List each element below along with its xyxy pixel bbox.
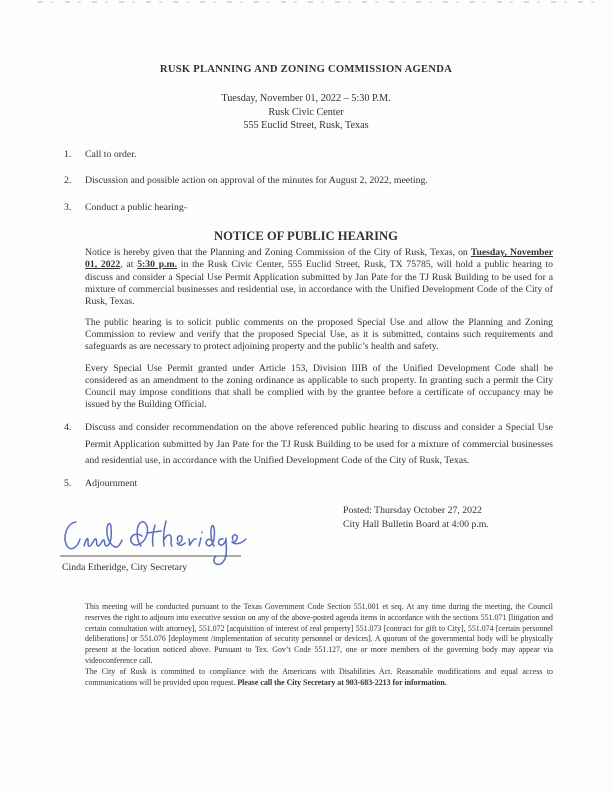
meeting-info-block bbox=[59, 92, 553, 133]
closing-block bbox=[62, 502, 553, 578]
posted-date: Posted: Thursday October 27, 2022 bbox=[343, 504, 482, 516]
footer-executive-session-notice: This meeting will be conducted pursuant to the Texas Government Code Section 551.001 et seq. At any time during the meeting, the Council reserves the right to adjourn into executive session on any of the above-posted agenda items in accordance with the sections 551.071 [litigation and certain consultation with attorney], 551.072 [acquisition of interest of real property] 551.073 [contract for gift to City], 551.074 [certain personnel deliberations] or 551.076 [deployment /implementation of security personnel or devices]. A quorum of the governmental body will be physically present at the location noticed above. Pursuant to Tex. Gov’t Code 551.127, one or more members of the governing body may appear via videoconference call. bbox=[85, 601, 553, 666]
signature bbox=[58, 512, 248, 568]
scan-artifact-top-edge bbox=[38, 1, 596, 3]
posting-info bbox=[343, 504, 489, 532]
notice-p1-text: , at bbox=[120, 259, 138, 271]
agenda-item-4 bbox=[64, 420, 553, 469]
footer-ada-text: The City of Rusk is committed to compliance with the Americans with Disabilities Act. Reasonable modifications and equal access to communications will be provided upon request. bbox=[85, 666, 553, 687]
item-text: Discussion and possible action on approval of the minutes for August 2, 2022, meeting. bbox=[85, 175, 428, 187]
signatory-printed-name: Cinda Etheridge, City Secretary bbox=[62, 561, 188, 573]
notice-paragraph-2: The public hearing is to solicit public comments on the proposed Special Use and allow the Planning and Zoning Commission to review and verify that the proposed Special Use, as it is submitted, contains such requirements and safeguards as are necessary to protect adjoining property and the public’s health and safety. bbox=[85, 317, 553, 353]
legal-footer bbox=[85, 602, 553, 689]
item-number: 2. bbox=[64, 175, 72, 187]
page-title: RUSK PLANNING AND ZONING COMMISSION AGENDA bbox=[159, 64, 453, 75]
agenda-item-5 bbox=[64, 478, 553, 491]
notice-section bbox=[85, 229, 553, 411]
meeting-address: 555 Euclid Street, Rusk, Texas bbox=[243, 120, 369, 132]
item-number: 1. bbox=[64, 148, 72, 160]
notice-time-emphasis: 5:30 p.m. bbox=[137, 259, 178, 271]
notice-date-emphasis: Tuesday, November 01, 2022 bbox=[85, 247, 553, 271]
item-number: 5. bbox=[64, 478, 72, 490]
notice-p1-text: Notice is hereby given that the Planning and Zoning Commission of the City of Rusk, Texas, on bbox=[85, 247, 471, 259]
meeting-datetime: Tuesday, November 01, 2022 – 5:30 P.M. bbox=[221, 93, 391, 104]
agenda-item-2 bbox=[64, 175, 553, 188]
posted-location: City Hall Bulletin Board at 4:00 p.m. bbox=[343, 518, 489, 530]
handwritten-signature-icon bbox=[58, 512, 248, 568]
item-text: Adjournment bbox=[85, 478, 138, 490]
notice-heading: NOTICE OF PUBLIC HEARING bbox=[214, 229, 398, 244]
item-text: Conduct a public hearing- bbox=[85, 201, 188, 213]
agenda-item-1 bbox=[64, 148, 553, 162]
meeting-venue: Rusk Civic Center bbox=[268, 106, 344, 118]
item-text: Discuss and consider recommendation on the above referenced public hearing to discuss and consider a Special Use Permit Application submitted by Jan Pate for the TJ Rusk Building to be used for a mixture of commercial businesses and residential use, in accordance with the Unified Development Code of the City of Rusk, Texas. bbox=[85, 422, 553, 466]
item-number: 3. bbox=[64, 201, 72, 213]
notice-p1-text: in the Rusk Civic Center, 555 Euclid Street, Rusk, TX 75785, will hold a public hearing to discuss and consider a Special Use Permit Application submitted by Jan Pate for the TJ Rusk Building to be used for a mixture of commercial businesses and residential use, in accordance with the Unified Development Code of the City of Rusk, Texas. bbox=[85, 259, 553, 307]
footer-contact-emphasis: Please call the City Secretary at 903-683-2213 for information. bbox=[237, 677, 447, 687]
notice-paragraph-3: Every Special Use Permit granted under Article 153, Division IIIB of the Unified Development Code shall be considered as an amendment to the zoning ordinance as applicable to such property. In granting such a permit the City Council may impose conditions that shall be complied with by the grantee before a certificate of occupancy may be issued by the Building Official. bbox=[85, 362, 553, 410]
item-number: 4. bbox=[64, 422, 72, 434]
notice-paragraph-1 bbox=[85, 247, 553, 308]
item-text: Call to order. bbox=[85, 148, 137, 160]
footer-ada-notice bbox=[85, 667, 553, 689]
agenda-item-3 bbox=[64, 201, 553, 215]
